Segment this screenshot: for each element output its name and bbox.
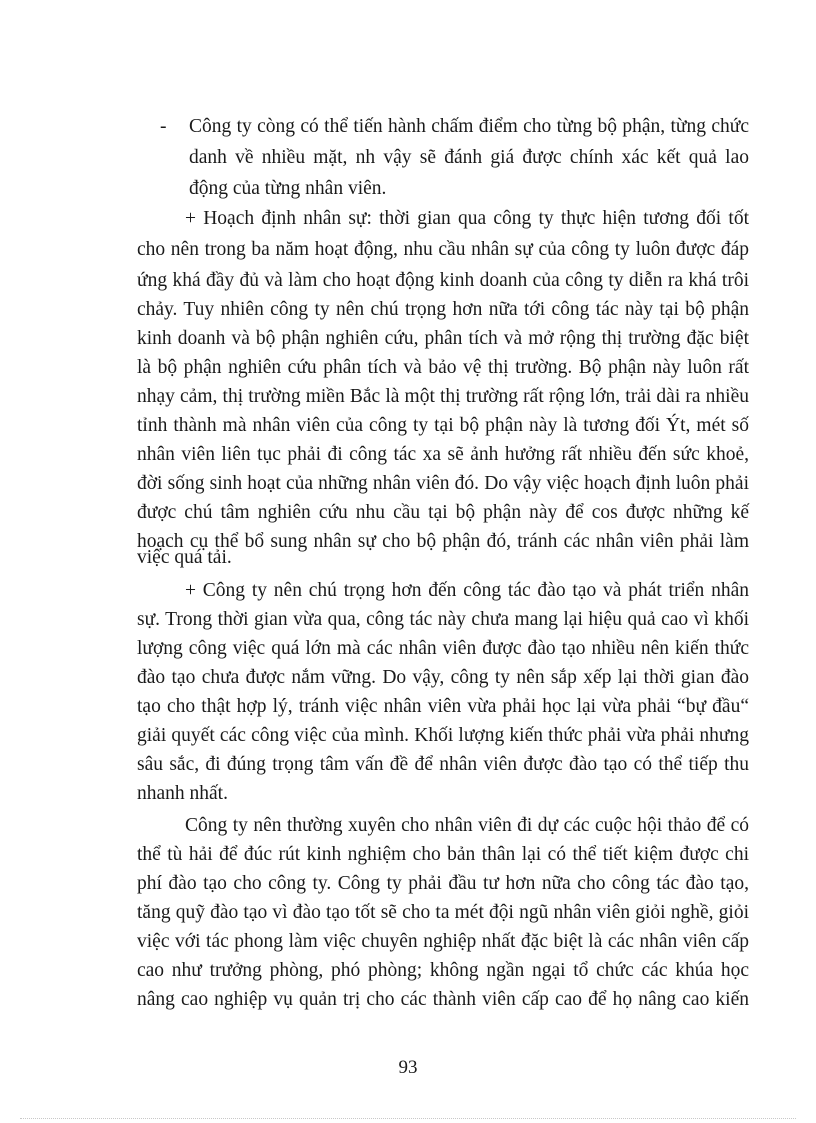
paragraph-line: nhạy cảm, thị trường miền Bắc là một thị trường rất rộng lớn, trải dài ra nhiều xyxy=(137,386,749,407)
paragraph-line: lượng công việc quá lớn mà các nhân viên được đào tạo nhiều nên kiến thức xyxy=(137,638,749,659)
paragraph-line: đào tạo chưa được nắm vững. Do vậy, công ty nên sắp xếp lại thời gian đào xyxy=(137,667,749,688)
paragraph-line: phí đào tạo cho công ty. Công ty phải đầu tư hơn nữa cho công tác đào tạo, xyxy=(137,873,749,894)
paragraph-line: Công ty nên thường xuyên cho nhân viên đi dự các cuộc hội thảo để có xyxy=(185,815,749,836)
paragraph-line: là bộ phận nghiên cứu phân tích và bảo vệ thị trường. Bộ phận này luôn rất xyxy=(137,357,749,378)
paragraph-line: ứng khá đầy đủ và làm cho hoạt động kinh doanh của công ty diễn ra khá trôi xyxy=(137,270,749,291)
bullet-marker: - xyxy=(160,116,167,137)
paragraph-line: cao như trưởng phòng, phó phòng; không ngần ngại tổ chức các khúa học xyxy=(137,960,749,981)
paragraph-line: được chú tâm nghiên cứu nhu cầu tại bộ phận này để cos được những kế xyxy=(137,502,749,523)
paragraph-line: chảy. Tuy nhiên công ty nên chú trọng hơn nữa tới công tác này tại bộ phận xyxy=(137,299,749,320)
paragraph-line: hoạch cụ thể bổ sung nhân sự cho bộ phận đó, tránh các nhân viên phải làm xyxy=(137,531,749,552)
paragraph-line: tỉnh thành mà nhân viên của công ty tại bộ phận này là tương đối Ýt, mét số xyxy=(137,415,749,436)
bullet-line: động của từng nhân viên. xyxy=(189,178,387,199)
paragraph-line: cho nên trong ba năm hoạt động, nhu cầu nhân sự của công ty luôn được đáp xyxy=(137,239,749,260)
paragraph-line: tạo cho thật hợp lý, tránh việc nhân viên vừa phải học lại vừa phải “bự đầu“ xyxy=(137,696,749,717)
paragraph-line: nâng cao nghiệp vụ quản trị cho các thành viên cấp cao để họ nâng cao kiến xyxy=(137,989,749,1010)
paragraph-line: đời sống sinh hoạt của những nhân viên đó. Do vậy việc hoạch định luôn phải xyxy=(137,473,749,494)
paragraph-line: việc quá tải. xyxy=(137,547,232,568)
bullet-line: danh về nhiều mặt, nh vậy sẽ đánh giá được chính xác kết quả lao xyxy=(189,147,749,168)
paragraph-line: việc với tác phong làm việc chuyên nghiệp nhất đặc biệt là các nhân viên cấp xyxy=(137,931,749,952)
page-bottom-divider xyxy=(20,1118,796,1119)
bullet-line: Công ty còng có thể tiến hành chấm điểm cho từng bộ phận, từng chức xyxy=(189,116,749,137)
paragraph-line: sâu sắc, đi đúng trọng tâm vấn đề để nhân viên được đào tạo có thể tiếp thu xyxy=(137,754,749,775)
page-number: 93 xyxy=(398,1057,418,1078)
paragraph-line: sự. Trong thời gian vừa qua, công tác này chưa mang lại hiệu quả cao vì khối xyxy=(137,609,749,630)
paragraph-line: thể tù hải để đúc rút kinh nghiệm cho bản thân lại có thể tiết kiệm được chi xyxy=(137,844,749,865)
paragraph-line: tăng quỹ đào tạo vì đào tạo tốt sẽ cho ta mét đội ngũ nhân viên giỏi nghề, giỏi xyxy=(137,902,749,923)
paragraph-line: giải quyết các công việc của mình. Khối lượng kiến thức phải vừa phải nhưng xyxy=(137,725,749,746)
paragraph-line: kinh doanh và bộ phận nghiên cứu, phân tích và mở rộng thị trường đặc biệt xyxy=(137,328,749,349)
paragraph-line: nhân viên liên tục phải đi công tác xa sẽ ảnh hưởng rất nhiều đến sức khoẻ, xyxy=(137,444,749,465)
paragraph-line: + Hoạch định nhân sự: thời gian qua công ty thực hiện tương đối tốt xyxy=(185,208,749,229)
paragraph-line: nhanh nhất. xyxy=(137,783,228,804)
paragraph-line: + Công ty nên chú trọng hơn đến công tác đào tạo và phát triển nhân xyxy=(185,580,749,601)
